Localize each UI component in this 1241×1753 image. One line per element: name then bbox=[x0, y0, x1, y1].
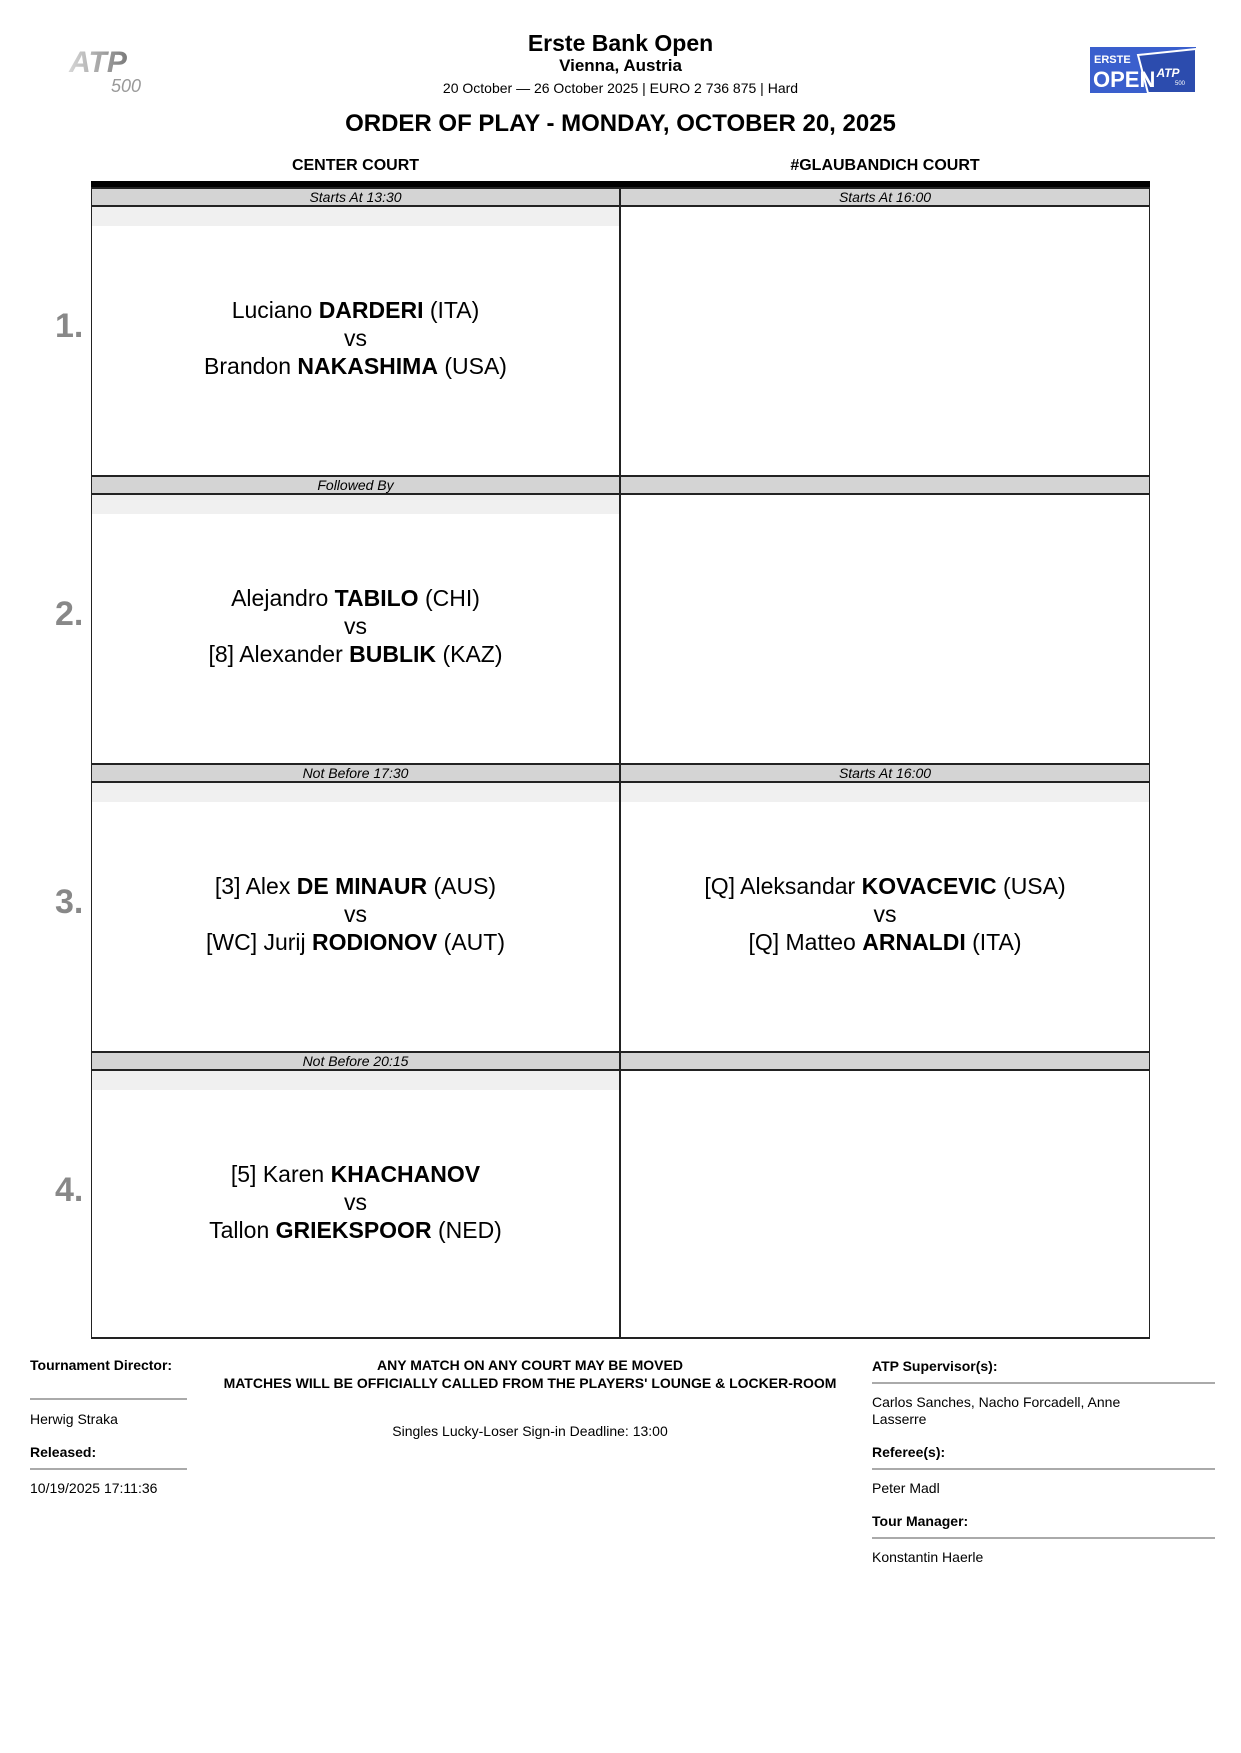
tour-manager-label: Tour Manager: bbox=[872, 1513, 969, 1529]
player-country: (USA) bbox=[444, 353, 507, 379]
player-country: (AUS) bbox=[433, 873, 497, 899]
tour-manager-rule bbox=[872, 1537, 1215, 1539]
match-entry[interactable] bbox=[92, 296, 619, 380]
time-band: Followed By bbox=[91, 475, 620, 495]
released-rule bbox=[30, 1468, 187, 1470]
svg-text:500: 500 bbox=[110, 76, 142, 96]
player-line bbox=[92, 584, 619, 612]
time-band: Starts At 16:00 bbox=[620, 763, 1150, 783]
order-of-play-title: ORDER OF PLAY - MONDAY, OCTOBER 20, 2025 bbox=[345, 110, 896, 137]
cell-shade bbox=[92, 783, 619, 802]
time-band: Starts At 13:30 bbox=[91, 187, 620, 207]
player-country: (AUT) bbox=[443, 929, 505, 955]
table-bottom-border bbox=[91, 1337, 1150, 1339]
match-entry[interactable] bbox=[92, 1160, 619, 1244]
match-cell bbox=[620, 1071, 1150, 1339]
player-last: TABILO bbox=[334, 585, 419, 611]
player-first: Luciano bbox=[231, 297, 313, 323]
time-band bbox=[620, 1051, 1150, 1071]
erste-open-logo bbox=[1090, 47, 1196, 93]
svg-text:500: 500 bbox=[1174, 81, 1186, 87]
player-country: (CHI) bbox=[424, 585, 480, 611]
player-first: Aleksandar bbox=[740, 873, 856, 899]
player-line bbox=[92, 640, 619, 668]
player-country: (KAZ) bbox=[442, 641, 503, 667]
player-line bbox=[92, 1160, 619, 1188]
supervisor-names: Carlos Sanches, Nacho Forcadell, Anne Lasserre bbox=[872, 1394, 1121, 1427]
player-line bbox=[92, 928, 619, 956]
match-entry[interactable] bbox=[92, 584, 619, 668]
player-last: BUBLIK bbox=[349, 641, 437, 667]
player-first: Karen bbox=[262, 1161, 325, 1187]
cell-shade bbox=[92, 207, 619, 226]
released-time: 10/19/2025 17:11:36 bbox=[30, 1480, 158, 1496]
player-last: GRIEKSPOOR bbox=[275, 1217, 432, 1243]
player-first: Brandon bbox=[204, 353, 291, 379]
tour-manager-name: Konstantin Haerle bbox=[872, 1549, 984, 1565]
player-first: Jurij bbox=[263, 929, 306, 955]
tournament-location: Vienna, Austria bbox=[559, 56, 682, 75]
tournament-name: Erste Bank Open bbox=[527, 30, 714, 56]
player-first: Alejandro bbox=[231, 585, 329, 611]
player-last: DARDERI bbox=[318, 297, 424, 323]
player-country: (NED) bbox=[437, 1217, 502, 1243]
player-seed: [WC] bbox=[205, 929, 258, 955]
time-band bbox=[620, 475, 1150, 495]
player-country: (USA) bbox=[1003, 873, 1066, 899]
player-line bbox=[621, 872, 1149, 900]
svg-text:ATP: ATP bbox=[1156, 66, 1180, 80]
released-label: Released: bbox=[30, 1444, 97, 1460]
svg-text:ATP: ATP bbox=[69, 46, 127, 79]
referee-name: Peter Madl bbox=[872, 1480, 940, 1496]
tournament-info: 20 October — 26 October 2025 | EURO 2 736 875 | Hard bbox=[442, 80, 799, 96]
player-first: Matteo bbox=[785, 929, 856, 955]
lucky-loser-deadline: Singles Lucky-Loser Sign-in Deadline: 13:00 bbox=[392, 1423, 668, 1439]
notice-moved: ANY MATCH ON ANY COURT MAY BE MOVED bbox=[377, 1357, 683, 1373]
player-line bbox=[92, 872, 619, 900]
row-number: 2. bbox=[55, 595, 84, 633]
match-cell bbox=[91, 207, 620, 475]
time-band: Not Before 20:15 bbox=[91, 1051, 620, 1071]
player-seed: [8] bbox=[208, 641, 235, 667]
player-country: (ITA) bbox=[429, 297, 480, 323]
player-last: DE MINAUR bbox=[296, 873, 428, 899]
supervisor-rule bbox=[872, 1382, 1215, 1384]
match-entry[interactable] bbox=[621, 872, 1149, 956]
cell-shade bbox=[92, 1071, 619, 1090]
row-number: 1. bbox=[55, 307, 84, 345]
referee-label: Referee(s): bbox=[872, 1444, 946, 1460]
match-entry[interactable] bbox=[92, 872, 619, 956]
court-header-center: CENTER COURT bbox=[291, 157, 420, 174]
player-last: KOVACEVIC bbox=[861, 873, 997, 899]
cell-shade bbox=[92, 495, 619, 514]
player-seed: [3] bbox=[214, 873, 241, 899]
player-first: Alexander bbox=[239, 641, 343, 667]
player-seed: [Q] bbox=[748, 929, 780, 955]
director-name: Herwig Straka bbox=[30, 1411, 118, 1427]
svg-text:ERSTE: ERSTE bbox=[1094, 54, 1131, 66]
director-rule bbox=[30, 1398, 187, 1400]
time-band: Not Before 17:30 bbox=[91, 763, 620, 783]
versus-label: vs bbox=[344, 613, 367, 639]
player-last: ARNALDI bbox=[862, 929, 966, 955]
notice-called: MATCHES WILL BE OFFICIALLY CALLED FROM THE PLAYERS' LOUNGE & LOCKER-ROOM bbox=[223, 1375, 837, 1391]
match-cell bbox=[91, 783, 620, 1051]
referee-rule bbox=[872, 1468, 1215, 1470]
versus-label: vs bbox=[873, 901, 897, 927]
match-cell bbox=[620, 783, 1150, 1051]
svg-text:OPEN: OPEN bbox=[1093, 67, 1156, 92]
row-number: 4. bbox=[55, 1171, 84, 1209]
player-line bbox=[92, 1216, 619, 1244]
supervisor-label: ATP Supervisor(s): bbox=[872, 1358, 998, 1374]
player-first: Alex bbox=[245, 873, 291, 899]
player-last: NAKASHIMA bbox=[297, 353, 438, 379]
director-label: Tournament Director: bbox=[30, 1357, 173, 1373]
player-line bbox=[621, 928, 1149, 956]
match-cell bbox=[91, 495, 620, 763]
cell-shade bbox=[621, 783, 1149, 802]
player-first: Tallon bbox=[209, 1217, 270, 1243]
player-seed: [Q] bbox=[704, 873, 735, 899]
match-cell bbox=[620, 495, 1150, 763]
player-last: RODIONOV bbox=[312, 929, 438, 955]
match-cell bbox=[91, 1071, 620, 1339]
versus-label: vs bbox=[344, 901, 367, 927]
court-header-glaubandich: #GLAUBANDICH COURT bbox=[790, 157, 980, 174]
row-number: 3. bbox=[55, 883, 84, 921]
player-country: (ITA) bbox=[972, 929, 1022, 955]
time-band: Starts At 16:00 bbox=[620, 187, 1150, 207]
player-line bbox=[92, 352, 619, 380]
versus-label: vs bbox=[344, 325, 367, 351]
versus-label: vs bbox=[344, 1189, 367, 1215]
player-seed: [5] bbox=[230, 1161, 257, 1187]
match-cell bbox=[620, 207, 1150, 475]
player-last: KHACHANOV bbox=[330, 1161, 481, 1187]
player-line bbox=[92, 296, 619, 324]
